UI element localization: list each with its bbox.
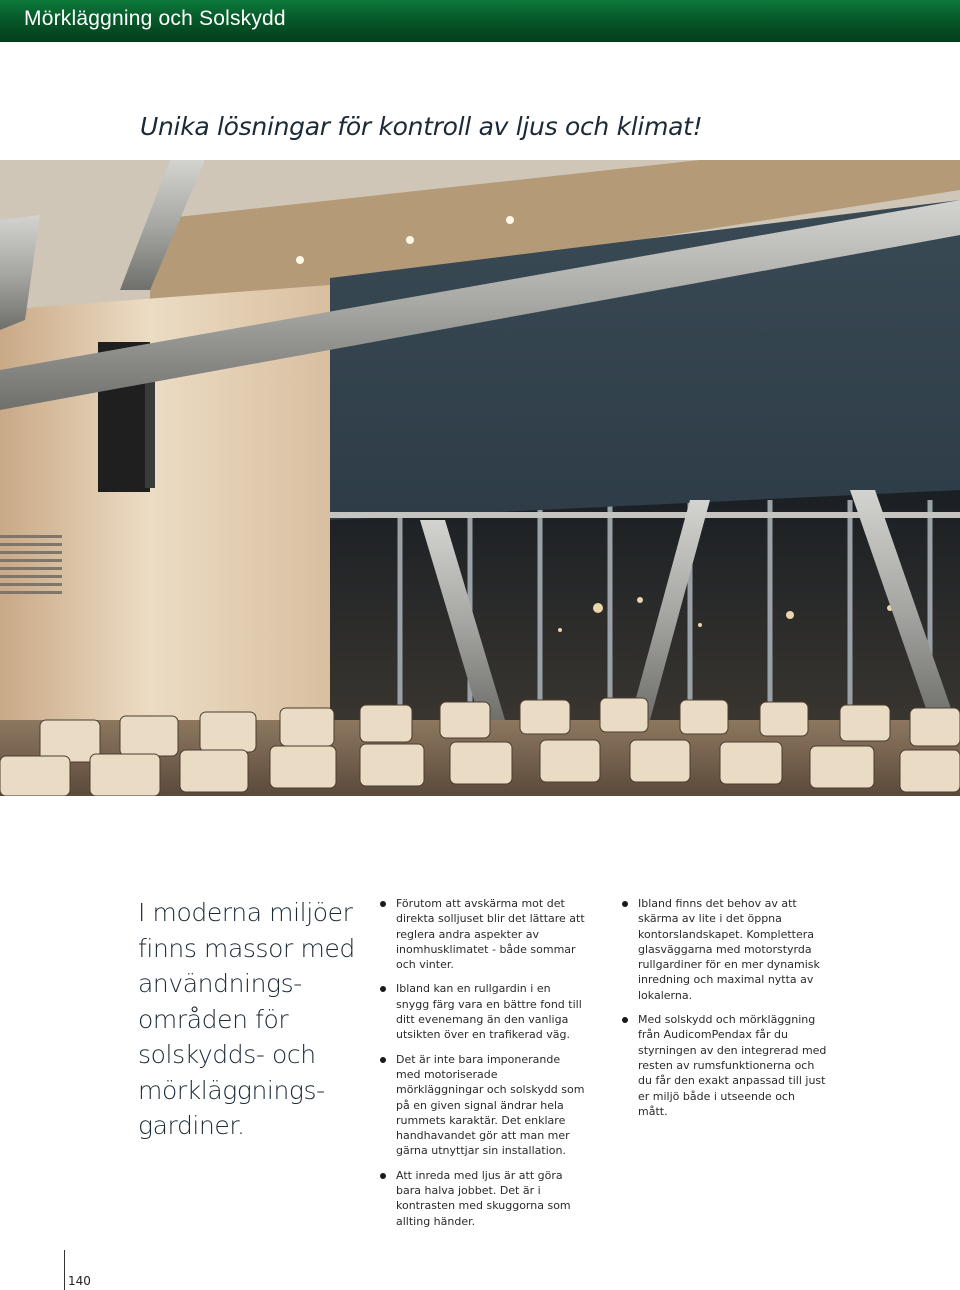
bullet-text: Förutom att avskärma mot det direkta solljuset blir det lättare att reglera andra aspekter av inomhusklimatet - både sommar och vinter. [396,897,585,972]
bullet-item [622,1012,827,1119]
bullet-icon [622,1017,628,1023]
bullet-icon [380,901,386,907]
page-number: 140 [68,1274,91,1288]
bullet-item [380,896,585,972]
tagline: Unika lösningar för kontroll av ljus och klimat! [140,112,703,141]
bullet-icon [380,1173,386,1179]
intro-heading [138,895,358,1144]
bullet-text: Det är inte bara imponerande med motoriserade mörkläggningar och solskydd som på en given signal ändrar hela rummets karaktär. Det enklare handhavandet gör att man mer gärna utnyttjar sin installation. [396,1052,585,1158]
intro-line: finns massor med [138,933,355,963]
intro-line: områden för [138,1004,289,1034]
bullet-text: Att inreda med ljus är att göra bara halva jobbet. Det är i kontrasten med skuggorna som allting händer. [396,1168,571,1228]
page-divider [64,1250,65,1290]
bullet-item [380,1052,585,1159]
intro-line: mörkläggnings- [138,1075,325,1105]
bullet-column-left [380,896,585,1238]
bullet-item [622,896,827,1003]
intro-line: gardiner. [138,1111,245,1140]
intro-line: solskydds- och [138,1040,316,1069]
bullet-text: Ibland kan en rullgardin i en snygg färg vara en bättre fond till ditt evenemang än den vanliga utsikten över en trafikerad väg. [396,982,582,1042]
bullet-item [380,981,585,1042]
bullet-icon [380,1057,386,1063]
bullet-icon [622,901,628,907]
bullet-column-right [622,896,827,1128]
bullet-icon [380,986,386,992]
header-bar [0,0,960,42]
intro-line: I moderna miljöer [138,898,353,927]
page-title: Mörkläggning och Solskydd [24,7,286,30]
bullet-text: Med solskydd och mörkläggning från AudicomPendax får du styrningen av den integrerad med resten av rumsfunktionerna och du får den exakt anpassad till just er miljö både i utseende och mått. [638,1013,827,1118]
intro-line: användnings- [138,969,302,998]
auditorium-photo [0,160,960,796]
bullet-item [380,1168,585,1229]
bullet-text: Ibland finns det behov av att skärma av lite i det öppna kontorslandskapet. Komplettera glasväggarna med motorstyrda rullgardiner för en mer dynamisk inredning och maximal nytta av lokalerna. [638,897,820,1002]
